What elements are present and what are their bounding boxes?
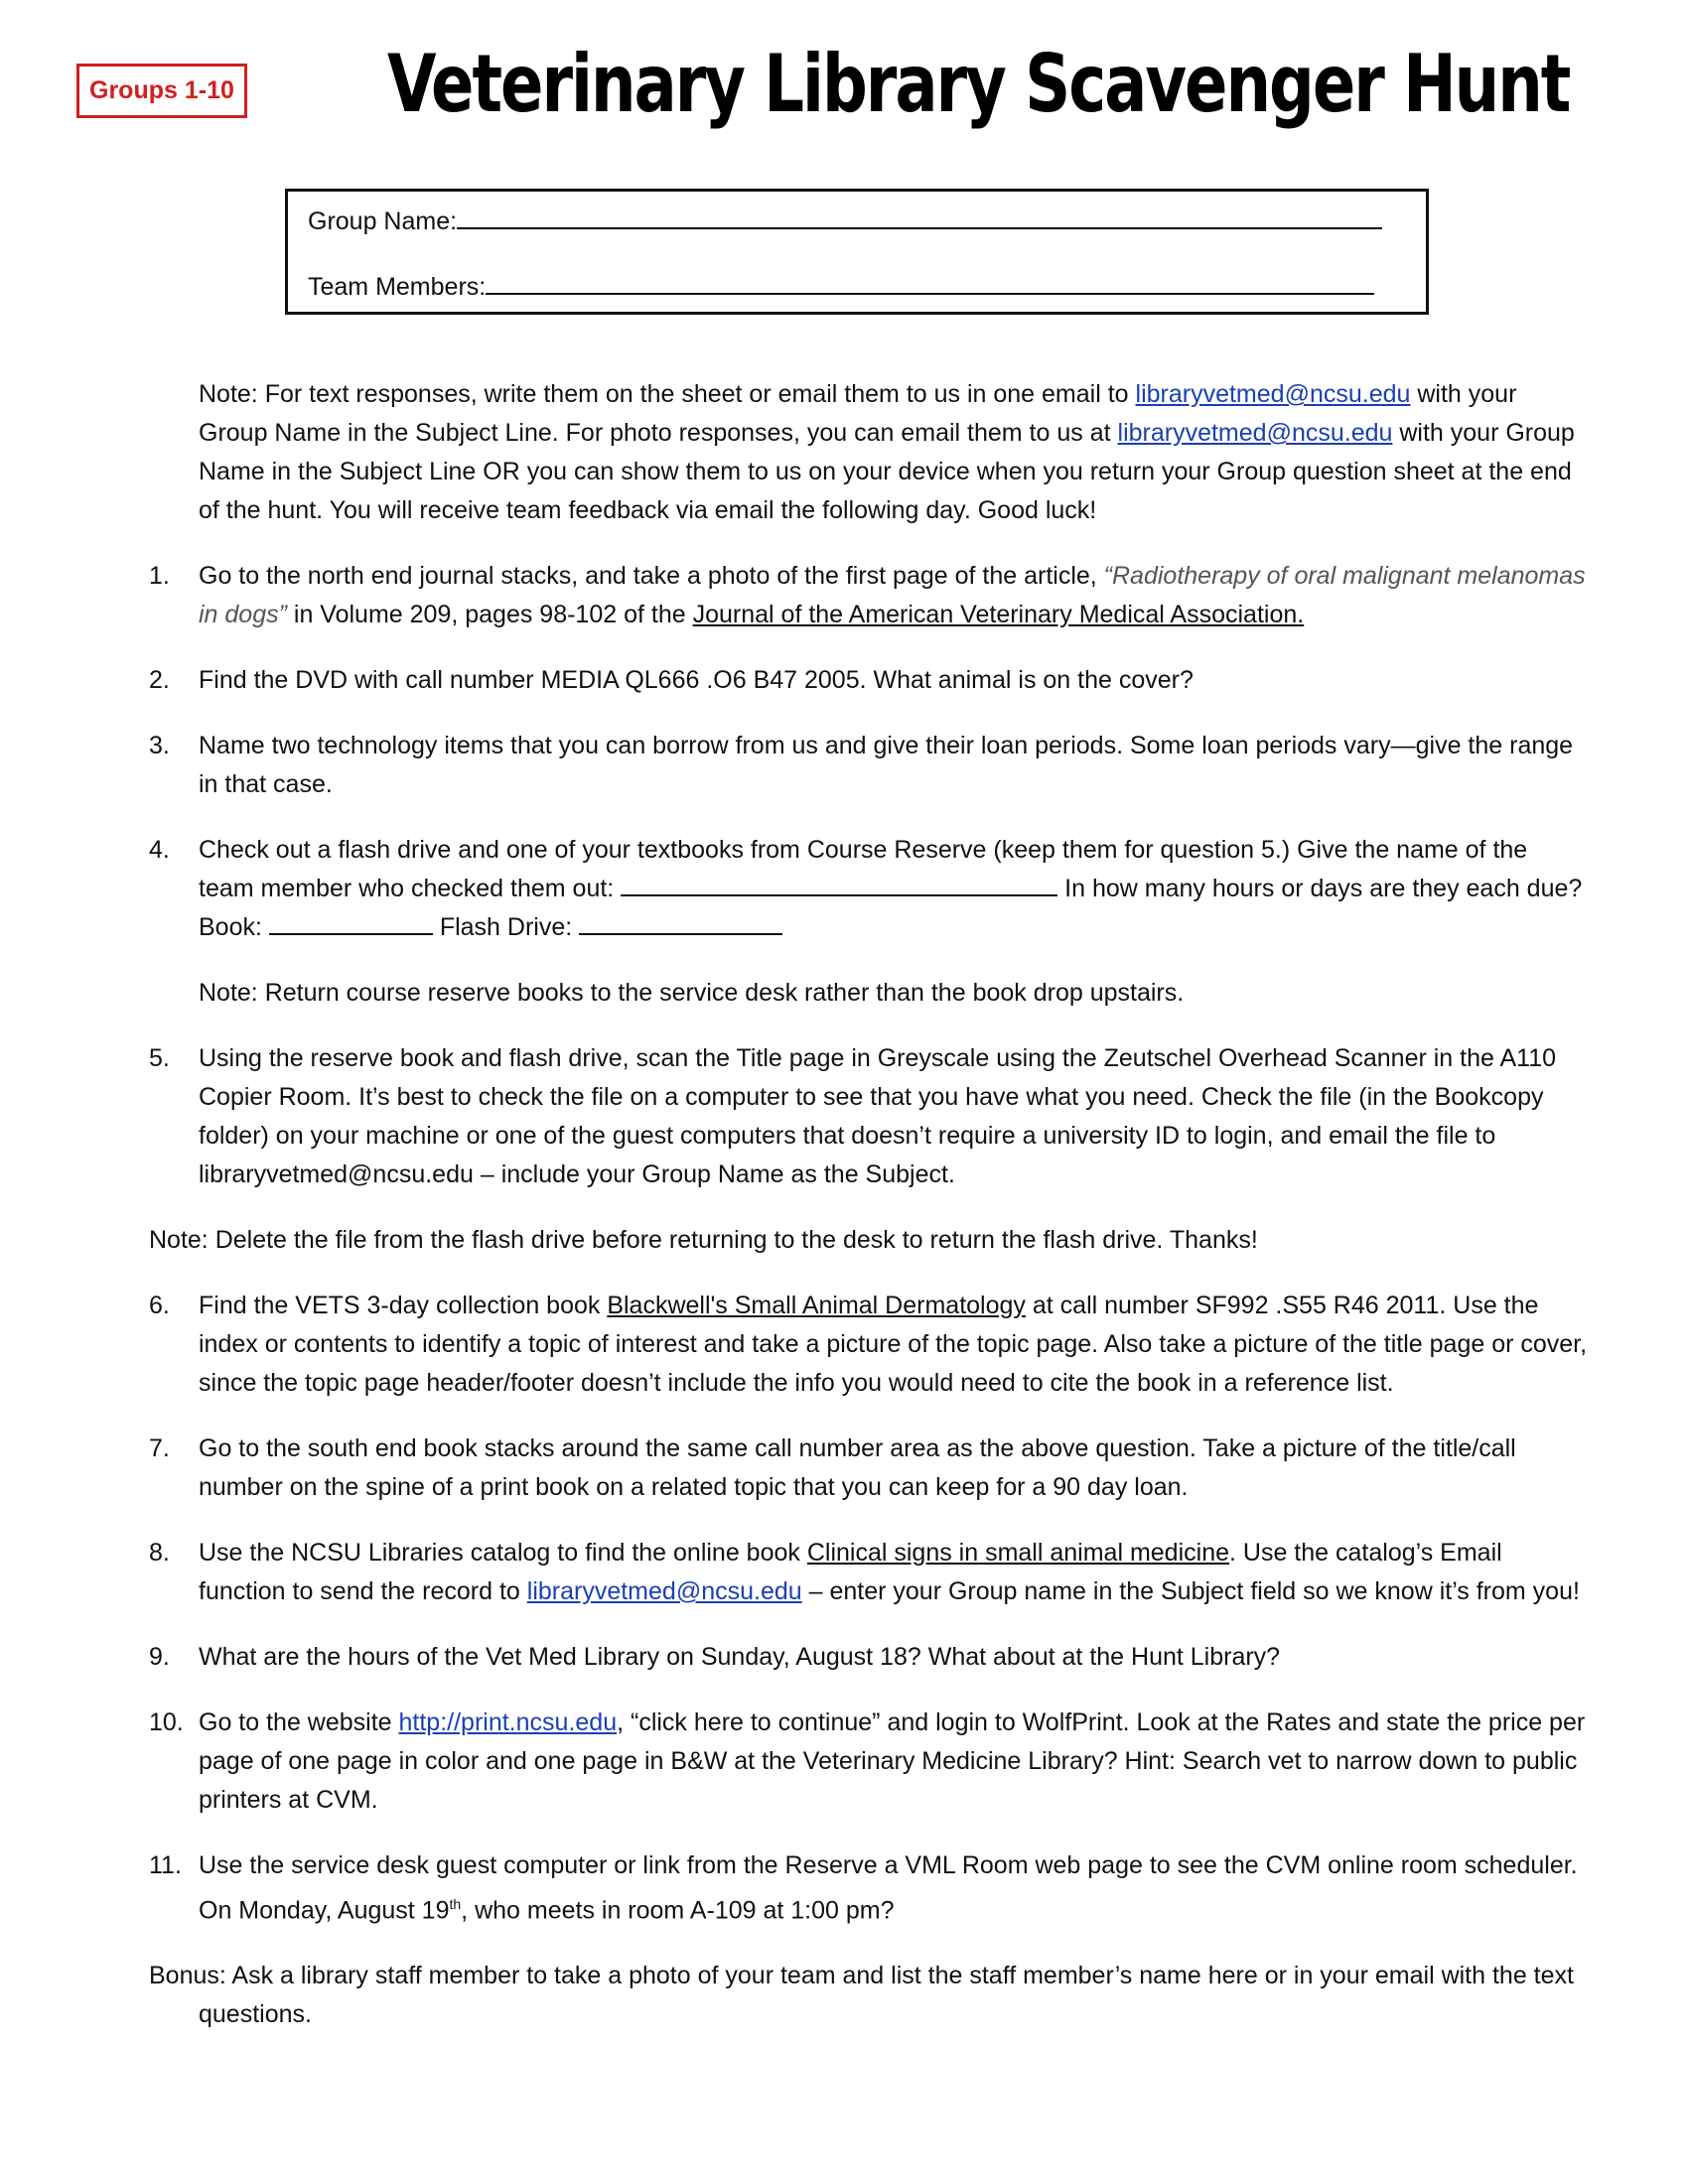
email-link[interactable]: libraryvetmed@ncsu.edu <box>1135 380 1411 408</box>
question-11: 11. Use the service desk guest computer or link from the Reserve a VML Room web page to see the CVM online room scheduler. On Monday, August 19th, who meets in room A-109 at 1:00 pm? <box>149 1851 1578 1925</box>
page-title: Veterinary Library Scavenger Hunt <box>387 39 1570 131</box>
bonus-question: Bonus: Ask a library staff member to take a photo of your team and list the staff member’s name here or in your email with the text questions. <box>149 1962 1574 2029</box>
hunt-content <box>149 375 1589 2034</box>
question-5: 5. Using the reserve book and flash drive, scan the Title page in Greyscale using the Zeutschel Overhead Scanner in the A110 Copier Room. It’s best to check the file on a computer to see that you have what you need. Check the file (in the Bookcopy folder) on your machine or one of the guest computers that doesn’t require a university ID to login, and email the file to libraryvetmed@ncsu.edu – include your Group Name as the Subject. <box>149 1044 1557 1188</box>
question-7: 7. Go to the south end book stacks around the same call number area as the above question. Take a picture of the title/call number on the spine of a print book on a related topic that you can keep for a 90 day loan. <box>149 1434 1516 1501</box>
question-6: 6. Find the VETS 3-day collection book Blackwell's Small Animal Dermatology at call number SF992 .S55 R46 2011. Use the index or contents to identify a topic of interest and take a picture of the topic page. Also take a picture of the title page or cover, since the topic page header/footer doesn’t include the info you would need to cite the book in a reference list. <box>149 1292 1588 1397</box>
question-4: 4. Check out a flash drive and one of your textbooks from Course Reserve (keep them for question 5.) Give the name of the team member who checked them out: In how many hours or days are they each due? Book: Flash Drive: <box>149 836 1583 941</box>
flash-drive-blank[interactable] <box>579 913 782 935</box>
book-title: Blackwell's Small Animal Dermatology <box>607 1292 1026 1319</box>
book-blank[interactable] <box>269 913 433 935</box>
team-members-row <box>308 271 1374 302</box>
question-8: 8. Use the NCSU Libraries catalog to find the online book Clinical signs in small animal medicine. Use the catalog’s Email function to send the record to libraryvetmed@ncsu.edu – enter your Group name in the Subject field so we know it’s from you! <box>149 1539 1580 1605</box>
group-name-label: Group Name: <box>308 207 458 235</box>
question-1: 1. Go to the north end journal stacks, and take a photo of the first page of the article, “Radiotherapy of oral malignant melanomas in dogs” in Volume 209, pages 98-102 of the Journal of the American Veterinary Medical Association. <box>149 562 1586 628</box>
group-info-box <box>285 189 1429 315</box>
journal-title: Journal of the American Veterinary Medical Association. <box>692 601 1305 628</box>
email-link[interactable]: libraryvetmed@ncsu.edu <box>1117 419 1393 447</box>
question-10: 10. Go to the website http://print.ncsu.edu, “click here to continue” and login to WolfPrint. Look at the Rates and state the price per page of one page in color and one page in B&W at the Veterinary Medicine Library? Hint: Search vet to narrow down to public printers at CVM. <box>149 1708 1586 1814</box>
question-3: 3. Name two technology items that you can borrow from us and give their loan periods. Some loan periods vary—give the range in that case. <box>149 732 1574 798</box>
question-2: 2. Find the DVD with call number MEDIA QL666 .O6 B47 2005. What animal is on the cover? <box>149 666 1194 694</box>
groups-badge: Groups 1-10 <box>76 64 247 118</box>
question-9: 9. What are the hours of the Vet Med Library on Sunday, August 18? What about at the Hunt Library? <box>149 1643 1281 1671</box>
intro-note: Note: For text responses, write them on the sheet or email them to us in one email to libraryvetmed@ncsu.edu with your Group Name in the Subject Line. For photo responses, you can email them to us at libraryvetmed@ncsu.edu with your Group Name in the Subject Line OR you can show them to us on your device when you return your Group question sheet at the end of the hunt. You will receive team feedback via email the following day. Good luck! <box>199 380 1575 524</box>
article-title: “Radiotherapy of oral malignant melanomas in dogs” <box>199 562 1586 628</box>
print-site-link[interactable]: http://print.ncsu.edu <box>398 1708 618 1736</box>
question-5-note: Note: Delete the file from the flash drive before returning to the desk to return the flash drive. Thanks! <box>149 1226 1258 1254</box>
team-member-blank[interactable] <box>621 875 1057 896</box>
team-members-field[interactable] <box>486 271 1374 295</box>
group-name-row <box>308 205 1382 236</box>
book-title: Clinical signs in small animal medicine <box>806 1539 1230 1567</box>
email-link[interactable]: libraryvetmed@ncsu.edu <box>526 1577 802 1605</box>
group-name-field[interactable] <box>457 205 1382 229</box>
team-members-label: Team Members: <box>308 273 487 301</box>
question-4-note: Note: Return course reserve books to the service desk rather than the book drop upstairs. <box>199 979 1185 1007</box>
